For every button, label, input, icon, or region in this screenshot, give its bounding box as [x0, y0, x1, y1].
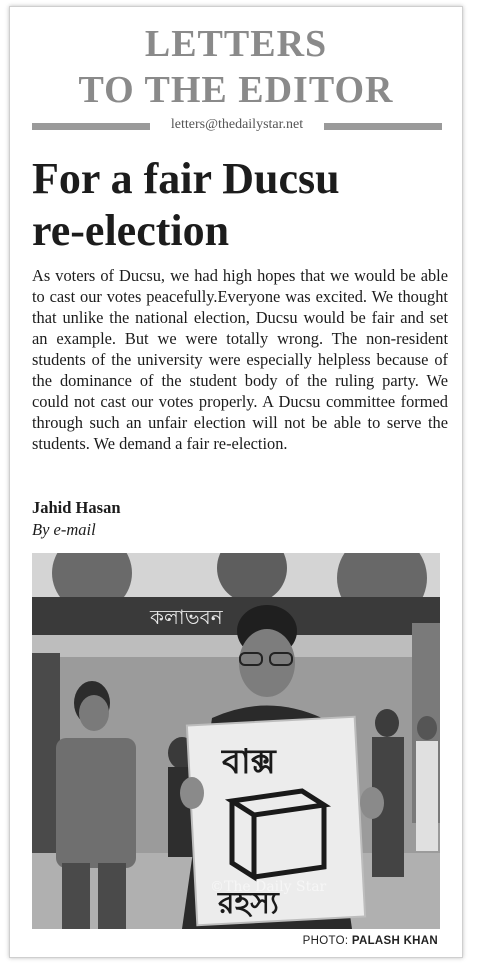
- section-title-line1: LETTERS: [144, 23, 328, 65]
- gate-sign: কলাভবন: [150, 605, 223, 629]
- letters-card: [9, 6, 463, 958]
- placard-top-text: বাক্স: [222, 742, 276, 782]
- author-name: Jahid Hasan: [32, 498, 121, 517]
- divider-right: [324, 123, 442, 130]
- section-title-line2: TO THE EDITOR: [78, 69, 394, 111]
- editor-email: letters@thedailystar.net: [170, 117, 304, 132]
- headline-line1: For a fair Ducsu: [32, 154, 340, 203]
- placard-bottom-text: রহস্য: [218, 886, 279, 921]
- email-row: [32, 117, 442, 135]
- protest-photo: [32, 553, 440, 929]
- photo-credit-name: PALASH KHAN: [351, 935, 438, 947]
- photo-illustration: [32, 553, 440, 929]
- photo-watermark: ©The Daily Star: [210, 879, 327, 895]
- photo-credit-prefix: PHOTO:: [302, 935, 352, 947]
- letter-body: As voters of Ducsu, we had high hopes that we would be able to cast our votes peacefully.Everyone was excited. We thought that unlike the national election, Ducsu would be fair and set an example. But we were totally wrong. The non-resident students of the university were especially helpless because of the dominance of the student body of the ruling party. We could not cast our votes properly. A Ducsu committee formed through such an unfair election will not be able to serve the students. We demand a fair re-election.: [32, 266, 448, 453]
- photo-credit: [303, 935, 438, 947]
- headline: [32, 153, 452, 257]
- author-via: By e-mail: [32, 520, 96, 539]
- headline-line2: re-election: [32, 206, 230, 255]
